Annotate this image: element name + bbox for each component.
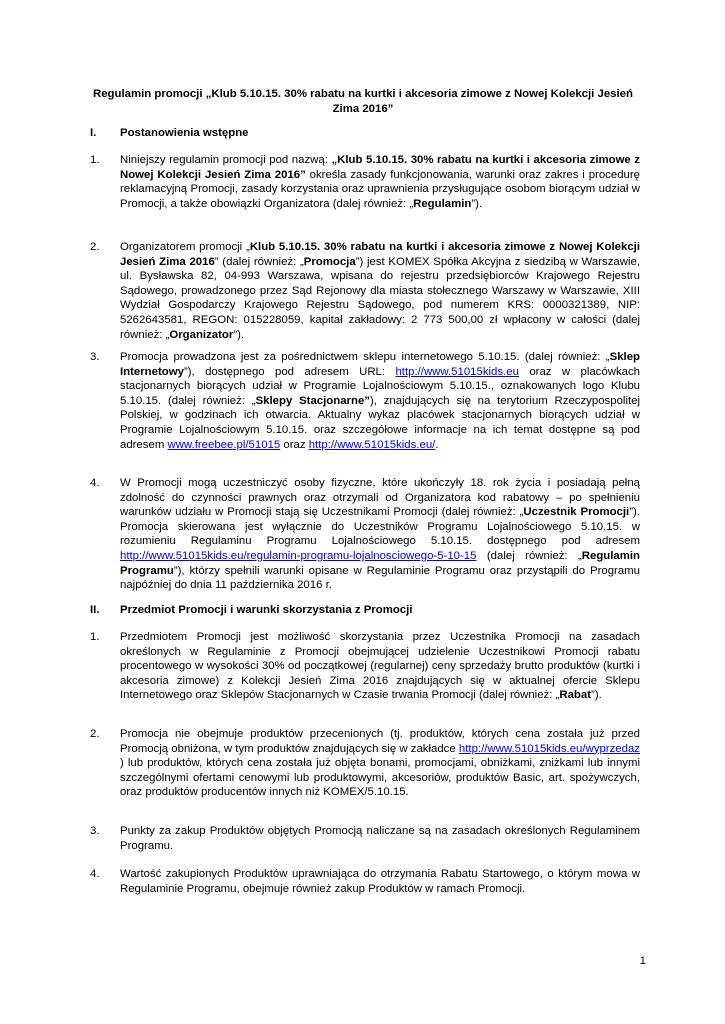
item-text: [120, 824, 640, 853]
text-run: ” (dalej również: „: [214, 255, 304, 268]
section-number: I.: [90, 127, 97, 139]
section-title: Przedmiot Promocji i warunki skorzystania z Promocji: [120, 604, 413, 616]
item-text: [120, 153, 640, 211]
text-run: ”), którzy spełnili warunki opisane w Regulaminie Programu oraz przystąpili do Programu najpóźniej do dnia 11 października 2016 r.: [120, 564, 640, 592]
bold-text: Regulamin Programu: [120, 549, 640, 577]
text-run: Promocja prowadzona jest za pośrednictwem sklepu internetowego 5.10.15. (dalej również: „: [120, 351, 610, 363]
item-number: 3.: [90, 351, 100, 363]
text-run: Niniejszy regulamin promocji pod nazwą:: [120, 154, 332, 166]
text-run: Przedmiotem Promocji jest możliwość skorzystania przez Uczestnika Promocji na zasadach określonych w Regulaminie z Promocji obejmującej udzielenie Uczestnikowi Promocji rabatu procentowego w wysokości 30% od początkowej (regularnej) ceny sprzedaży brutto produktów (kurtki i akcesoria zimowe) z Kolekcji Jesień Zima 2016 znajdujących się w aktualnej ofercie Sklepu Internetowego oraz Sklepów Stacjonarnych w Czasie trwania Promocji (dalej również: „: [120, 631, 640, 702]
page-number: 1: [639, 955, 646, 967]
text-run: Promocja nie obejmuje produktów przecenionych (tj. produktów, których cena została już przed Promocją obniżona, w tym produktów znajdujących się w zakładce: [120, 728, 640, 755]
item-text: [120, 630, 640, 703]
section-title: Postanowienia wstępne: [120, 127, 249, 139]
text-run: ”).: [471, 197, 483, 210]
item-number: 1.: [90, 154, 100, 166]
text-run: Wartość zakupionych Produktów uprawniająca do otrzymania Rabatu Startowego, o którym mowa w Regulaminie Programu, obejmuje również zakup Produktów w ramach Promocji.: [120, 868, 640, 895]
bold-text: Regulamin: [413, 197, 472, 210]
text-run: .: [435, 438, 439, 451]
section-number: II.: [90, 604, 100, 616]
text-run: oraz w placówkach stacjonarnych biorących udział w Programie Lojalnościowym 5.10.15., oznakowanych logo Klubu 5.10.15. (dalej również: „: [120, 365, 641, 407]
bold-text: Organizator: [169, 328, 234, 341]
text-run: ”), dostępnego pod adresem URL:: [183, 365, 396, 378]
url-link[interactable]: http://www.51015kids.eu/: [308, 438, 436, 451]
text-run: ”).: [591, 689, 602, 702]
text-run: ”).: [233, 328, 245, 341]
document-title: Regulamin promocji „Klub 5.10.15. 30% rabatu na kurtki i akcesoria zimowe z Nowej Kolekcji Jesień Zima 2016”: [93, 88, 633, 115]
text-run: W Promocji mogą uczestniczyć osoby fizyczne, które ukończyły 18. rok życia i posiadają pełną zdolność do czynności prawnych oraz otrzymali od Organizatora kod rabatowy – po spełnieniu warunków udziału w Promocji stają się Uczestnikami Promocji (dalej również: „: [120, 477, 640, 519]
bold-text: Klub 5.10.15. 30% rabatu na kurtki i akcesoria zimowe z Nowej Kolekcji Jesień Zima 2016: [120, 241, 640, 268]
item-text: [120, 240, 640, 342]
url-link[interactable]: http://www.51015kids.eu: [395, 365, 519, 378]
bold-text: Uczestnik Promocji: [523, 506, 630, 519]
item-number: 4.: [90, 868, 100, 880]
item-number: 1.: [90, 631, 100, 643]
text-run: ”). Promocja skierowana jest wyłącznie do Uczestników Programu Lojalnościowego 5.10.15. w rozumieniu Regulaminu Programu Lojalnościowego 5.10.15. dostępnego pod adresem: [120, 506, 640, 548]
item-number: 2.: [90, 728, 100, 740]
url-link[interactable]: http://www.51015kids.eu/wyprzedaz: [458, 742, 640, 755]
bold-text: Sklepy Stacjonarne”: [255, 394, 370, 407]
text-run: oraz: [280, 438, 309, 451]
text-run: ”) jest KOMEX Spółka Akcyjna z siedzibą w Warszawie, ul. Bysławska 82, 04-993 Warszawa, wpisana do rejestru przedsiębiorców Krajowego Rejestru Sądowego, prowadzonego przez Sąd Rejonowy dla miasta stołecznego Warszawy w Warszawie, XIII Wydział Gospodarczy Krajowego Rejestru Sądowego, pod numerem KRS: 0000321389, NIP: 5262643581, REGON: 015228059, kapitał zakładowy: 2 773 500,00 zł wpłacony w całości (dalej również: „: [120, 255, 640, 341]
text-run: ), znajdujących się na terytorium Rzeczypospolitej Polskiej, w godzinach ich otwarcia. Aktualny wykaz placówek stacjonarnych biorących udział w Programie Lojalnościowym 5.10.15. oraz szczegółowe informacje na ich temat dostępne są pod adresem: [120, 394, 641, 451]
text-run: określa zasady funkcjonowania, warunki oraz zakres i procedurę reklamacyjną Promocji, zasady korzystania oraz uprawnienia przysługujące osobom biorącym udział w Promocji, a także obowiązki Organizatora (dalej również: „: [120, 168, 640, 210]
text-run: ) lub produktów, których cena została już objęta bonami, promocjami, obniżkami, zniżkami lub innymi szczególnymi ofertami cenowymi lub produktowymi, akcesoriów, produktów Basic, art. spożywczych, oraz produktów producentów innych niż KOMEX/5.10.15.: [120, 757, 640, 799]
item-number: 3.: [90, 825, 100, 837]
item-number: 2.: [90, 241, 100, 253]
bold-text: Sklep Internetowy: [120, 351, 640, 378]
bold-text: Rabat: [559, 689, 592, 702]
bold-text: „Klub 5.10.15. 30% rabatu na kurtki i akcesoria zimowe z Nowej Kolekcji Jesień Zima 2016”: [120, 154, 640, 181]
text-run: Organizatorem promocji „: [120, 241, 250, 253]
text-run: Punkty za zakup Produktów objętych Promocją naliczane są na zasadach określonych Regulaminem Programu.: [120, 825, 640, 852]
url-link[interactable]: http://www.51015kids.eu/regulamin-programu-lojalnosciowego-5-10-15: [120, 549, 477, 562]
item-number: 4.: [90, 477, 100, 489]
item-text: [120, 867, 640, 896]
url-link[interactable]: www.freebee.pl/51015: [167, 438, 281, 451]
item-text: [120, 476, 640, 593]
item-text: [120, 727, 640, 800]
item-text: [120, 350, 640, 452]
bold-text: Promocja: [303, 255, 356, 268]
text-run: (dalej również: „: [476, 549, 582, 562]
